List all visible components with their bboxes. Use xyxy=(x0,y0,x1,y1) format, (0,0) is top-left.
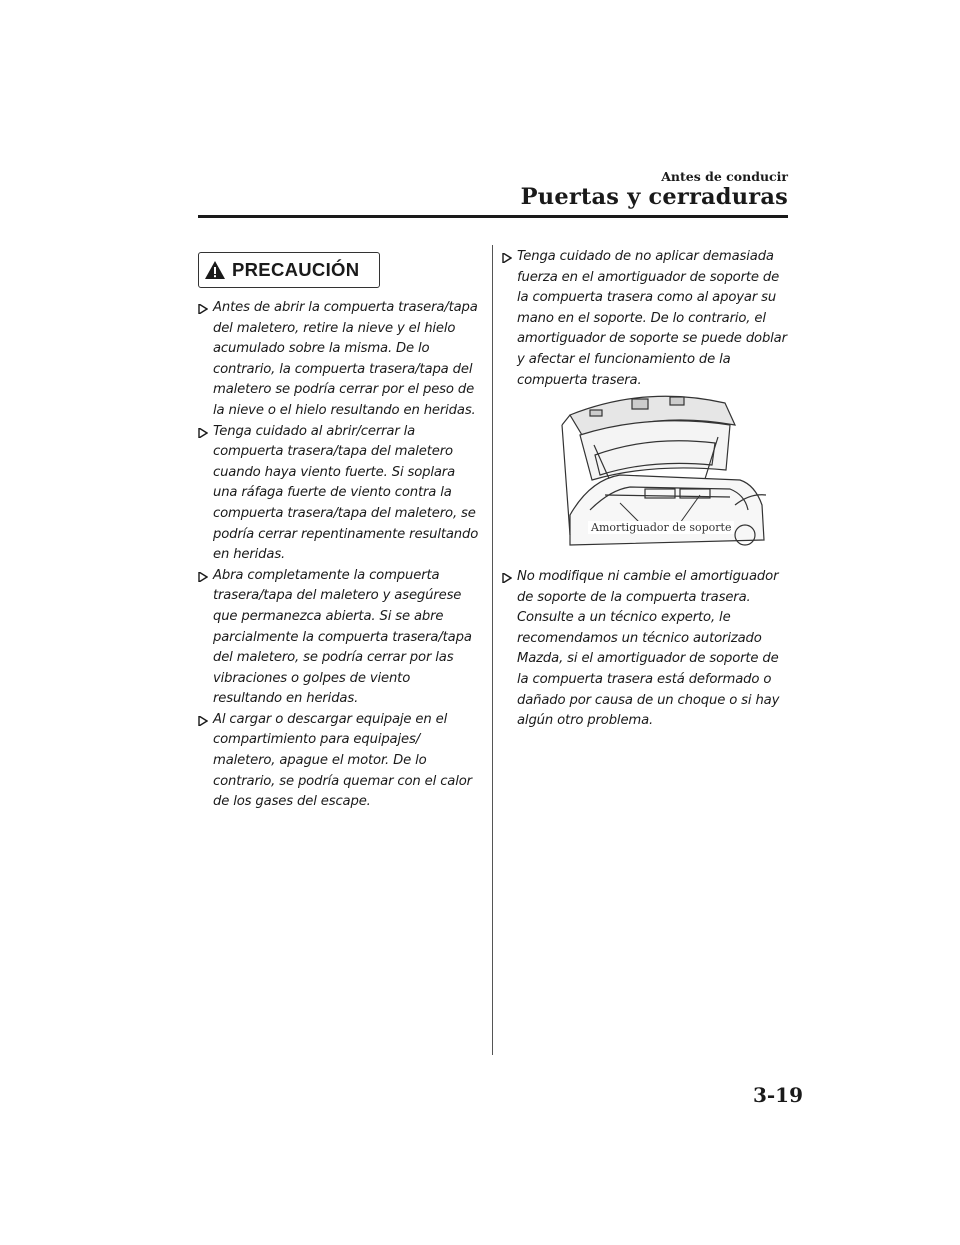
arrow-bullet-icon xyxy=(198,428,208,438)
list-item xyxy=(502,247,794,391)
arrow-bullet-icon xyxy=(502,573,512,583)
list-item-text: No modifique ni cambie el amortiguador de soporte de la compuerta trasera. Consulte a un técnico experto, le recomendamos un técnico autorizado Mazda, si el amortiguador de soporte de la compuerta trasera está deformado o dañado por causa de un choque o si hay algún otro problema. xyxy=(517,569,780,729)
list-item xyxy=(502,567,794,732)
list-item xyxy=(198,710,482,813)
caution-list-left xyxy=(198,298,482,813)
list-item-text: Tenga cuidado de no aplicar demasiada fuerza en el amortiguador de soporte de la compuerta trasera como al apoyar su mano en el soporte. De lo contrario, el amortiguador de soporte se puede doblar y afectar el funcionamiento de la compuerta trasera. xyxy=(517,249,787,388)
list-item xyxy=(198,422,482,566)
list-item-text: Antes de abrir la compuerta trasera/tapa del maletero, retire la nieve y el hielo acumulado sobre la misma. De lo contrario, la compuerta trasera/tapa del maletero se podría cerrar por el peso de la nieve o el hielo resultando en heridas. xyxy=(213,300,478,418)
caution-box xyxy=(198,252,380,288)
column-divider xyxy=(492,245,493,1055)
list-item xyxy=(198,566,482,710)
warning-triangle-icon xyxy=(204,260,226,280)
list-item-text: Tenga cuidado al abrir/cerrar la compuerta trasera/tapa del maletero cuando haya viento fuerte. Si soplara una ráfaga fuerte de viento contra la compuerta trasera/tapa del maletero, se podría cerrar repentinamente resultando en heridas. xyxy=(213,423,479,563)
list-item-text: Al cargar o descargar equipaje en el compartimiento para equipajes/ maletero, apague el motor. De lo contrario, se podría quemar con el calor de los gases del escape. xyxy=(213,711,472,810)
list-item-text: Abra completamente la compuerta trasera/tapa del maletero y asegúrese que permanezca abierta. Si se abre parcialmente la compuerta trasera/tapa del maletero, se podría cerrar por las vibraciones o golpes de viento resultando en heridas. xyxy=(213,567,472,707)
arrow-bullet-icon xyxy=(198,716,208,726)
page-number: 3-19 xyxy=(752,1083,803,1107)
arrow-bullet-icon xyxy=(198,304,208,314)
section-title: Puertas y cerraduras xyxy=(520,184,788,210)
arrow-bullet-icon xyxy=(198,572,208,582)
caution-title: PRECAUCIÓN xyxy=(232,259,360,280)
header-rule xyxy=(198,215,788,218)
caution-list-right-top xyxy=(502,247,794,391)
figure-caption: Amortiguador de soporte xyxy=(588,521,734,534)
arrow-bullet-icon xyxy=(502,253,512,263)
section-subtitle: Antes de conducir xyxy=(661,169,788,184)
caution-list-right-bottom xyxy=(502,567,794,732)
list-item xyxy=(198,298,482,422)
